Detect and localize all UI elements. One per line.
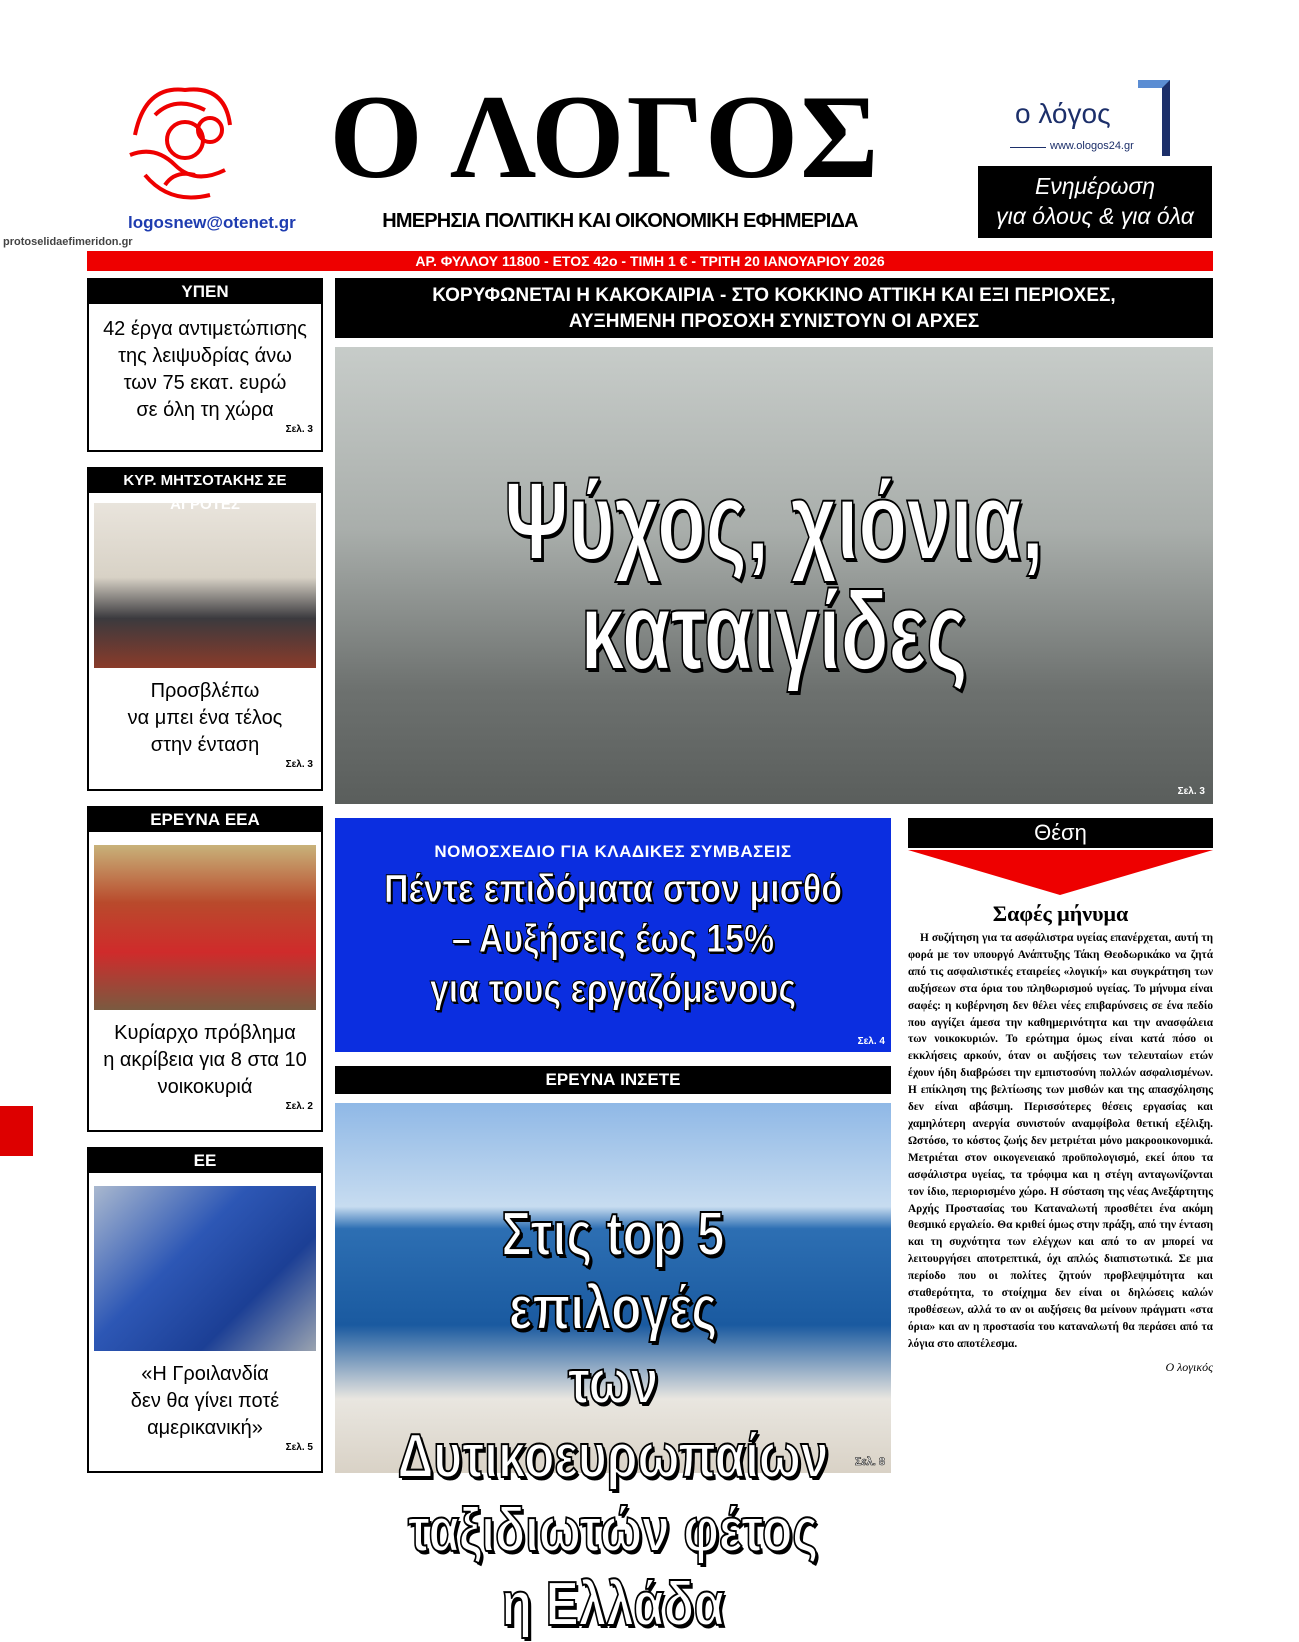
opinion-label: Θέση [908, 818, 1213, 848]
slogan-box [978, 166, 1212, 238]
contact-email[interactable]: logosnew@otenet.gr [128, 213, 296, 232]
issue-date-bar: ΑΡ. ΦΥΛΛΟΥ 11800 - ΕΤΟΣ 42ο - ΤΙΜΗ 1 € - ΤΡΙΤΗ 20 ΙΑΝΟΥΑΡΙΟΥ 2026 [87, 251, 1213, 271]
logo-24-icon [1138, 80, 1170, 156]
opinion-column [908, 898, 1213, 1375]
headline-line: «Η Γροιλανδία [141, 1363, 269, 1385]
lead-title-line: Ψύχος, χιόνια, [504, 460, 1044, 583]
story-headline [89, 304, 321, 424]
headline-line: των 75 εκατ. ευρώ [123, 372, 287, 394]
divider [1010, 147, 1046, 148]
story-photo [94, 845, 316, 1010]
edge-marker [0, 1106, 33, 1156]
story-headline [89, 1010, 321, 1101]
headline-line: ταξιδιωτών φέτος η Ελλάδα [407, 1496, 819, 1639]
headline-line: Κυρίαρχο πρόβλημα [114, 1022, 296, 1044]
slogan-line: για όλους & για όλα [996, 203, 1194, 229]
site-logo[interactable] [1010, 78, 1210, 163]
headline-line: αμερικανική» [147, 1417, 263, 1439]
story-photo [94, 503, 316, 668]
labour-story[interactable] [335, 818, 891, 1052]
slogan-line: Ενημέρωση [1034, 173, 1156, 199]
story-headline [89, 668, 321, 759]
sidebar-story[interactable] [87, 806, 323, 1132]
story-label: ΚΥΡ. ΜΗΤΣΟΤΑΚΗΣ ΣΕ ΑΓΡΟΤΕΣ [89, 469, 321, 493]
headline-line: η ακρίβεια για 8 στα 10 [103, 1049, 307, 1071]
headline-line: σε όλη τη χώρα [136, 399, 274, 421]
page-ref: Σελ. 4 [857, 1036, 885, 1047]
page-ref: Σελ. 3 [1177, 786, 1205, 797]
page-ref: Σελ. 3 [285, 759, 313, 770]
headline-line: να μπει ένα τέλος [127, 707, 283, 729]
headline-line: των Δυτικοευρωπαίων [397, 1348, 829, 1491]
opinion-triangle [908, 850, 1213, 895]
lead-photo[interactable] [335, 347, 1213, 804]
story-label: ΥΠΕΝ [89, 280, 321, 304]
headline-line: – Αυξήσεις έως 15% [451, 917, 775, 961]
page-ref: Σελ. 5 [285, 1442, 313, 1453]
page-ref: Σελ. 3 [285, 424, 313, 435]
story-label: ΕΕ [89, 1149, 321, 1173]
santorini-photo[interactable] [335, 1103, 891, 1639]
opinion-title: Σαφές μήνυμα [992, 901, 1129, 926]
story-headline [89, 1351, 321, 1442]
headline-line: στην ένταση [150, 734, 260, 756]
headline-line: Προσβλέπω [150, 680, 260, 702]
lead-kicker[interactable] [335, 278, 1213, 338]
opinion-body: Η συζήτηση για τα ασφάλιστρα υγείας επανέρχεται, αυτή τη φορά με τον υπουργό Ανάπτυξης Τάκη Θεοδωρικάκο να ζητά από τις ασφαλιστικές εταιρείες «λογική» και συγκράτηση των αυξήσεων στα όρια του πληθωρισμού υγείας. Το μήνυμα είναι σαφές: η κυβέρνηση δεν θέλει νέες επιβαρύνσεις σε ένα πεδίο που αγγίζει άμεσα την καθημερινότητα και την ανασφάλεια των νοικοκυριών. Το ερώτημα όμως είναι κατά πόσο οι εκκλήσεις αρκούν, όταν οι αυξήσεις των τελευταίων ετών έχουν ήδη διαβρώσει την εμπιστοσύνη πολλών ασφαλισμένων. Η επίκληση της βελτίωσης των μισθών και της απασχόλησης δεν είναι αβάσιμη. Περισσότερες θέσεις εργασίας και χαμηλότερη ανεργία συνιστούν αναμφίβολα θετική εξέλιξη. Ωστόσο, το κόστος ζωής δεν μετριέται μόνο μακροοικονομικά. Μετριέται στον οικογενειακό προϋπολογισμό, εκεί όπου τα ασφάλιστρα υγείας, τα τρόφιμα και η στέγη ανταγωνίζονται τον ίδιο, περιορισμένο χώρο. Η σύσταση της νέας Ανεξάρτητης Αρχής Προστασίας του Καταναλωτή προσθέτει ένα ακόμη θεσμικό εργαλείο. Θα κριθεί όμως στην πράξη, από την ένταση και τη συχνότητα των ελέγχων και από το αν μπορεί να λειτουργήσει αποτρεπτικά, όχι απλώς διαπιστωτικά. Σε μια περίοδο που οι πολίτες ζητούν προβλεψιμότητα και σταθερότητα, το στοίχημα δεν είναι οι δηλώσεις καλών προθέσεων, αλλά το αν οι αυξήσεις θα μείνουν πράγματι «στα όρια» και αν η προστασία του καταναλωτή θα περάσει από τα λόγια στο αποτέλεσμα. [908, 932, 1213, 1350]
opinion-signature: Ο λογικός [1165, 1359, 1213, 1374]
sidebar-story[interactable] [87, 467, 323, 791]
page-ref: Σελ. 2 [285, 1101, 313, 1112]
headline-line: για τους εργαζόμενους [429, 967, 797, 1011]
story-label: ΕΡΕΥΝΑ ΕΕΑ [89, 808, 321, 832]
newspaper-subtitle: ΗΜΕΡΗΣΙΑ ΠΟΛΙΤΙΚΗ ΚΑΙ ΟΙΚΟΝΟΜΙΚΗ ΕΦΗΜΕΡΙΔΑ [382, 210, 858, 232]
headline-line: νοικοκυριά [157, 1076, 253, 1098]
newspaper-emblem [115, 75, 250, 210]
kicker-line: ΚΟΡΥΦΩΝΕΤΑΙ Η ΚΑΚΟΚΑΙΡΙΑ - ΣΤΟ ΚΟΚΚΙΝΟ ΑΤΤΙΚΗ ΚΑΙ ΕΞΙ ΠΕΡΙΟΧΕΣ, [432, 285, 1116, 306]
site-url[interactable]: www.ologos24.gr [1050, 140, 1134, 152]
page-ref: Σελ. 8 [854, 1456, 885, 1468]
kicker-line: ΑΥΞΗΜΕΝΗ ΠΡΟΣΟΧΗ ΣΥΝΙΣΤΟΥΝ ΟΙ ΑΡΧΕΣ [568, 311, 980, 332]
sidebar-story[interactable] [87, 278, 323, 452]
headline-line: της λειψυδρίας άνω [118, 345, 292, 367]
headline-line: Στις top 5 επιλογές [501, 1200, 725, 1343]
story-label: ΕΡΕΥΝΑ ΙΝΣΕΤΕ [335, 1066, 891, 1094]
eu-flag-photo [94, 1186, 316, 1351]
watermark: protoselidaefimeridon.gr [0, 235, 136, 250]
newspaper-title: Ο ΛΟΓΟΣ [329, 70, 881, 203]
headline-line: Πέντε επιδόματα στον μισθό [383, 867, 843, 911]
lead-title-line: καταιγίδες [580, 570, 968, 693]
headline-line: δεν θα γίνει ποτέ [130, 1390, 280, 1412]
site-logo-name: ο λόγος [1015, 98, 1111, 129]
sidebar-story[interactable] [87, 1147, 323, 1473]
story-kicker: ΝΟΜΟΣΧΕΔΙΟ ΓΙΑ ΚΛΑΔΙΚΕΣ ΣΥΜΒΑΣΕΙΣ [434, 842, 792, 861]
headline-line: 42 έργα αντιμετώπισης [103, 318, 307, 340]
